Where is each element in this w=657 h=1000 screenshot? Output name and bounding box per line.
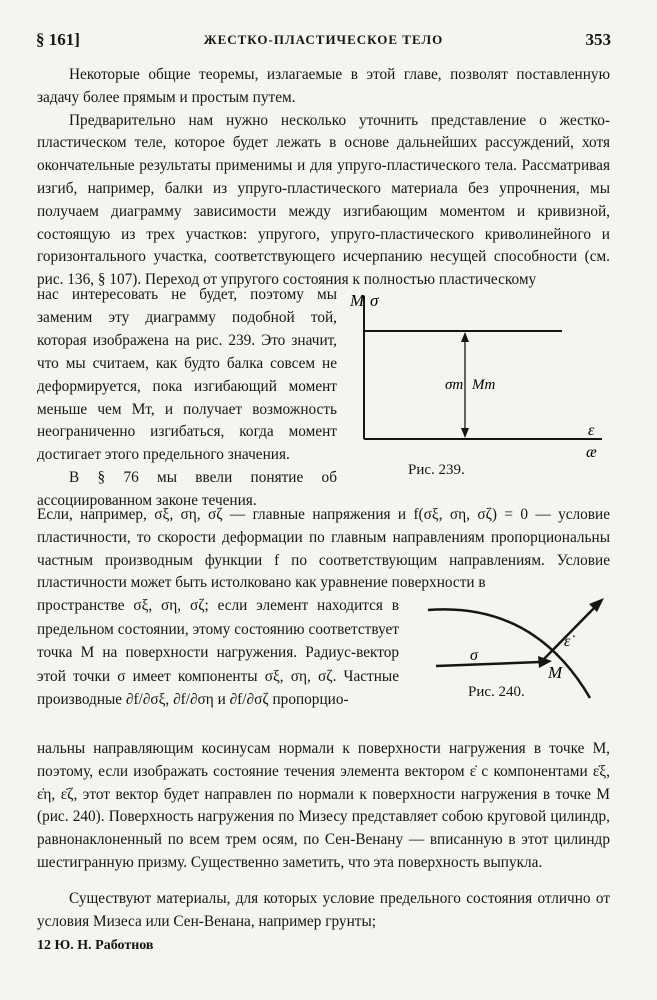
running-header [36,30,611,52]
figure-240 [412,588,612,708]
paragraph-3-start: В § 76 мы ввели понятие об ассоциированном законе течения. [37,469,337,510]
paragraph-4: Существуют материалы, для которых условие предельного состояния отлично от условия Мизеса или Сен-Венана, например грунты; [37,890,610,930]
paragraph-3-end: нальны направляющим косинусам нормали к поверхности нагружения в точке M, поэтому, если изображать состояние течения элемента вектором ε̇ с компонентами ε̇ξ, ε̇η, ε̇ζ, этот вектор будет направлен по нормали к поверхности нагружения в точке M (рис. 240). Поверхность нагружения по Мизесу представляет собою круговой цилиндр, равнонаклоненный по всем трем осям, по Сен-Венану — вписанную в этот цилиндр шестигранную призму. Существенно заметить, что эта поверхность выпукла. [37,740,610,871]
figure-239 [340,284,610,484]
figure-240-caption: Рис. 240. [468,684,525,700]
paragraph-2-continued: нас интересовать не будет, поэтому мы заменим эту диаграмму подобной той, которая изображена на рис. 239. Это значит, что мы считаем, как будто балка совсем не деформируется, пока изгибающий момент меньше чем Mт, и получает возможность неограниченно изгибаться, когда момент достигает этого предельного значения. [37,286,337,464]
page-number: 353 [585,30,611,49]
fig239-kappa-label: æ [586,444,597,461]
running-title: ЖЕСТКО-ПЛАСТИЧЕСКОЕ ТЕЛО [203,32,444,47]
paragraph-3-middle: пространстве σξ, ση, σζ; если элемент находится в предельном состоянии, этому состоянию соответствует точка M на поверхности нагружения. Радиус-вектор этой точки σ имеет компоненты σξ, ση, σζ. Частные производные ∂f/∂σξ, ∂f/∂ση и ∂f/∂σζ пропорцио- [37,597,399,708]
paragraph-1: Некоторые общие теоремы, излагаемые в этой главе, позволят поставленную задачу более прямым и простым путем. [37,66,610,106]
fig239-eps-label: ε [588,422,595,439]
fig239-M-label: M [350,291,365,310]
figure-239-diagram [340,284,610,484]
text-beside-fig239 [37,284,337,513]
fig239-sigma-label: σ [370,291,379,310]
figure-239-caption: Рис. 239. [408,462,465,478]
paragraph-3-full: Если, например, σξ, ση, σζ — главные напряжения и f(σξ, ση, σζ) = 0 — условие пластичности, то скорости деформации по главным направлениям пропорциональны частным производным функции f по соответствующим направлениям. Условие пластичности может быть истолковано как уравнение поверхности в [37,506,610,592]
fig239-sigma-t-label: σт [445,377,464,393]
section-marker: § 161] [36,30,80,49]
fig240-M-label: M [548,663,563,682]
intro-text [37,64,610,292]
fig240-eps-label: ε̇ [564,633,571,650]
text-beside-fig240 [37,594,399,712]
fig239-M-t-label: Mт [472,377,496,393]
signature-mark: 12 Ю. Н. Работнов [37,938,154,953]
fig240-sigma-label: σ [470,647,478,664]
paragraph-2: Предварительно нам нужно несколько уточнить представление о жестко-пластическом теле, которое будет лежать в основе дальнейших рассуждений, хотя окончательные результаты применимы и для упруго-пластического тела. Рассматривая изгиб, например, балки из упруго-пластического материала без упрочнения, мы получаем диаграмму зависимости между изгибающим моментом и кривизной, состоящую из трех участков: упругого, упруго-пластического криволинейного и горизонтального участка, соответствующего исчерпанию несущей способности (см. рис. 136, § 107). Переход от упругого состояния к полностью пластическому [37,111,610,289]
